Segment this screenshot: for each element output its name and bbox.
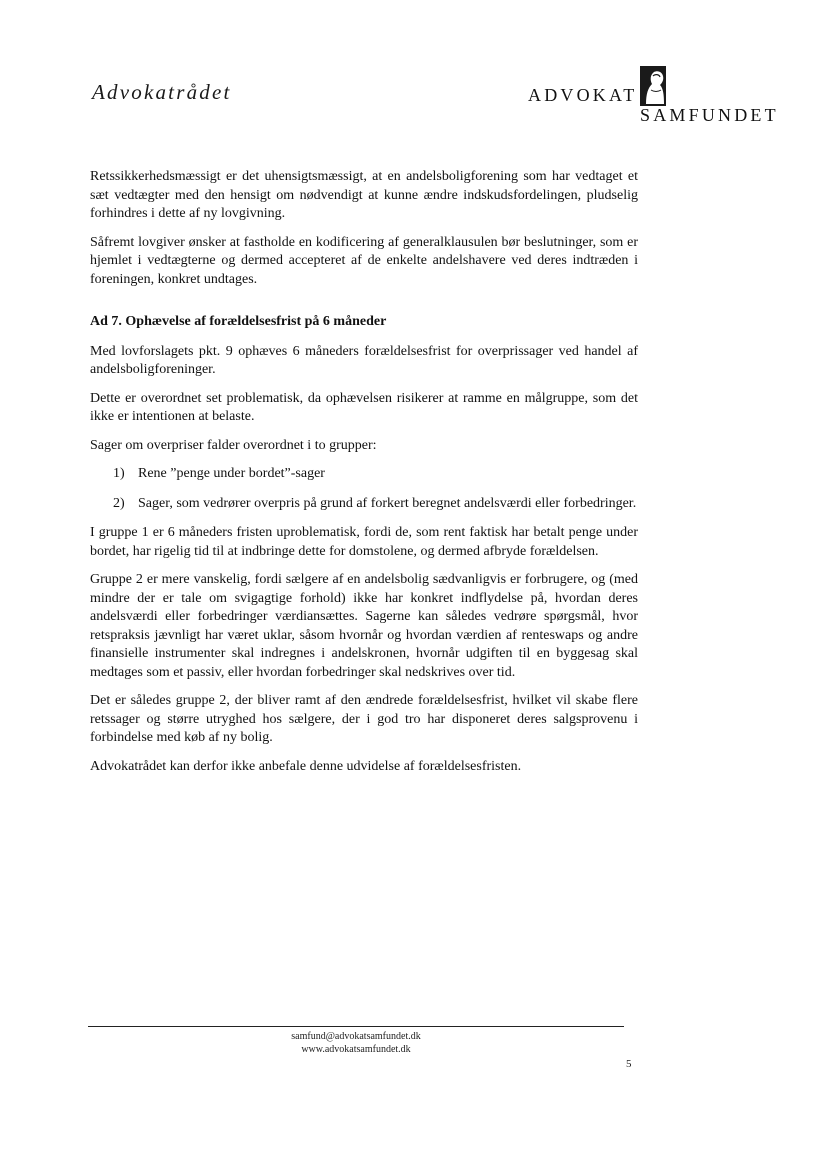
paragraph: Dette er overordnet set problematisk, da ophævelsen risikerer at ramme en målgruppe, som det ikke er intentionen at belaste. [90,390,638,424]
footer-email: samfund@advokatsamfundet.dk [291,1031,421,1042]
letter-body [90,168,638,786]
paragraph: I gruppe 1 er 6 måneders fristen uproblematisk, fordi de, som rent faktisk har betalt penge under bordet, har rigelig tid til at indbringe dette for domstolene, og dermed afbryde forældelsen. [90,525,638,559]
footer-website: www.advokatsamfundet.dk [301,1044,411,1055]
list-item-number: 2) [113,495,125,511]
paragraph: Sager om overpriser falder overordnet i to grupper: [90,437,377,453]
portrait-emblem-icon [638,64,678,108]
paragraph: Gruppe 2 er mere vanskelig, fordi sælgere af en andelsbolig sædvanligvis er forbrugere, og (med mindre der er tale om svigagtige forhold) ikke har konkret indflydelse på, hvordan deres andelsværdi eller forbedringer værdiansættes. Sagerne kan således vedrøre spørgsmål, hvor retspraksis jævnligt har været uklar, såsom hvornår og hvordan værdien af renteswaps og andre finansielle instrumenter skal indregnes i andelskronen, hvornår udgiften til en byggesag skal medtages som et passiv, eller hvordan forbedringer skal nedskrives over tid. [90,572,638,680]
footer [88,1030,624,1056]
list-item-number: 1) [113,466,125,481]
list-item-text: Rene ”penge under bordet”-sager [138,466,325,481]
section-heading: Ad 7. Ophævelse af forældelsesfrist på 6 måneder [90,314,387,329]
list-item-text: Sager, som vedrører overpris på grund af forkert beregnet andelsværdi eller forbedringer. [138,495,637,511]
logo-word-samfundet: SAMFUNDET [640,105,779,125]
list-item [90,495,638,514]
list-item [90,465,638,484]
paragraph: Advokatrådet kan derfor ikke anbefale denne udvidelse af forældelsesfristen. [90,758,522,774]
footer-divider [88,1026,624,1027]
page-number: 5 [626,1058,632,1070]
paragraph: Retssikkerhedsmæssigt er det uhensigtsmæssigt, at en andelsboligforening som har vedtaget et sæt vedtægter med den hensigt om nødvendigt at kunne ændre indskudsfordelingen, pludselig forhindres i dette af ny lovgivning. [90,169,638,221]
paragraph: Med lovforslagets pkt. 9 ophæves 6 måneders forældelsesfrist for overprissager ved handel af andelsboligforeninger. [90,343,638,377]
case-group-list [90,465,638,513]
advokatsamfundet-logo [528,62,788,130]
paragraph: Såfremt lovgiver ønsker at fastholde en kodificering af generalklausulen bør beslutninger, som er hjemlet i vedtægterne og dermed accepteret af de enkelte andelshavere ved deres indtræden i foreningen, konkret undtages. [90,234,638,287]
logo-word-advokat: ADVOKAT [528,85,638,105]
paragraph: Det er således gruppe 2, der bliver ramt af den ændrede forældelsesfrist, hvilket vil skabe flere retssager og større utryghed hos sælgere, der i god tro har disponeret deres salgsprovenu i forbindelse med køb af ny bolig. [90,693,638,745]
organization-title: Advokatrådet [92,80,232,104]
